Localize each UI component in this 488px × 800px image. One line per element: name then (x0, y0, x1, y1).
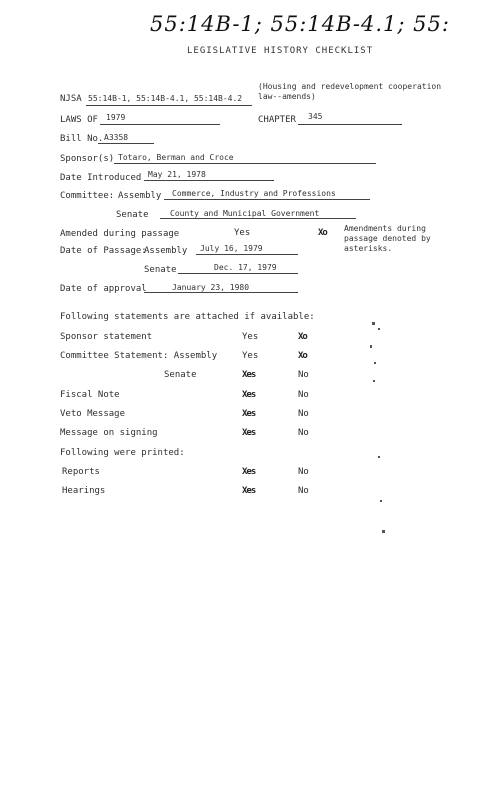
printed-no: No (298, 486, 309, 496)
statement-yes: Xes (242, 409, 256, 419)
statement-no: No (298, 390, 309, 400)
statement-yes: Xes (242, 370, 256, 380)
njsa-value: 55:14B-1, 55:14B-4.1, 55:14B-4.2 (88, 94, 243, 103)
committee-assembly-value: Commerce, Industry and Professions (172, 189, 336, 198)
statement-yes: Yes (242, 332, 259, 342)
njsa-label: NJSA (60, 94, 82, 104)
page-title: LEGISLATIVE HISTORY CHECKLIST (187, 46, 374, 56)
committee-label: Committee: (60, 191, 115, 201)
amended-yes: Yes (234, 228, 251, 238)
printed-yes: Xes (242, 467, 256, 477)
committee-senate-value: County and Municipal Government (170, 209, 320, 218)
sponsors-label: Sponsor(s) (60, 154, 115, 164)
following-attached-heading: Following statements are attached if available: (60, 312, 315, 322)
statement-yes: Xes (242, 390, 256, 400)
printed-yes: Xes (242, 486, 256, 496)
passage-assembly-label: Assembly (144, 246, 188, 256)
approval-label: Date of approval (60, 284, 147, 294)
amended-label: Amended during passage (60, 229, 180, 239)
sponsors-value: Totaro, Berman and Croce (118, 153, 234, 162)
statement-label: Committee Statement: Assembly (60, 351, 218, 361)
printed-no: No (298, 467, 309, 477)
statement-label: Message on signing (60, 428, 158, 438)
printed-label: Reports (62, 467, 100, 477)
following-printed-heading: Following were printed: (60, 448, 185, 458)
laws-of-label: LAWS OF (60, 115, 98, 125)
statement-no: No (298, 428, 309, 438)
statement-label: Senate (164, 370, 197, 380)
printed-label: Hearings (62, 486, 106, 496)
statement-label: Veto Message (60, 409, 126, 419)
statement-yes: Yes (242, 351, 259, 361)
statement-no: Xo (298, 332, 307, 342)
passage-senate-label: Senate (144, 265, 177, 275)
passage-label: Date of Passage: (60, 246, 147, 256)
bill-no-label: Bill No. (60, 134, 104, 144)
statement-no: Xo (298, 351, 307, 361)
date-introduced-value: May 21, 1978 (148, 170, 206, 179)
chapter-value: 345 (308, 112, 323, 121)
committee-assembly-label: Assembly (118, 191, 162, 201)
njsa-note: (Housing and redevelopment cooperation law--amends) (258, 82, 442, 101)
amended-note: Amendments during passage denoted by asterisks. (344, 224, 431, 253)
chapter-label: CHAPTER (258, 115, 296, 125)
bill-no-value: A3358 (104, 133, 129, 142)
laws-of-value: 1979 (106, 113, 126, 122)
statement-label: Sponsor statement (60, 332, 153, 342)
passage-assembly-value: July 16, 1979 (200, 244, 263, 253)
statement-no: No (298, 409, 309, 419)
statement-no: No (298, 370, 309, 380)
passage-senate-value: Dec. 17, 1979 (214, 263, 277, 272)
statement-yes: Xes (242, 428, 256, 438)
date-introduced-label: Date Introduced (60, 173, 142, 183)
committee-senate-label: Senate (116, 210, 149, 220)
approval-value: January 23, 1980 (172, 283, 250, 292)
amended-no-crossed: Xo (318, 228, 327, 238)
statement-label: Fiscal Note (60, 390, 120, 400)
handwritten-header: 55:14B-1; 55:14B-4.1; 55: (150, 12, 450, 36)
